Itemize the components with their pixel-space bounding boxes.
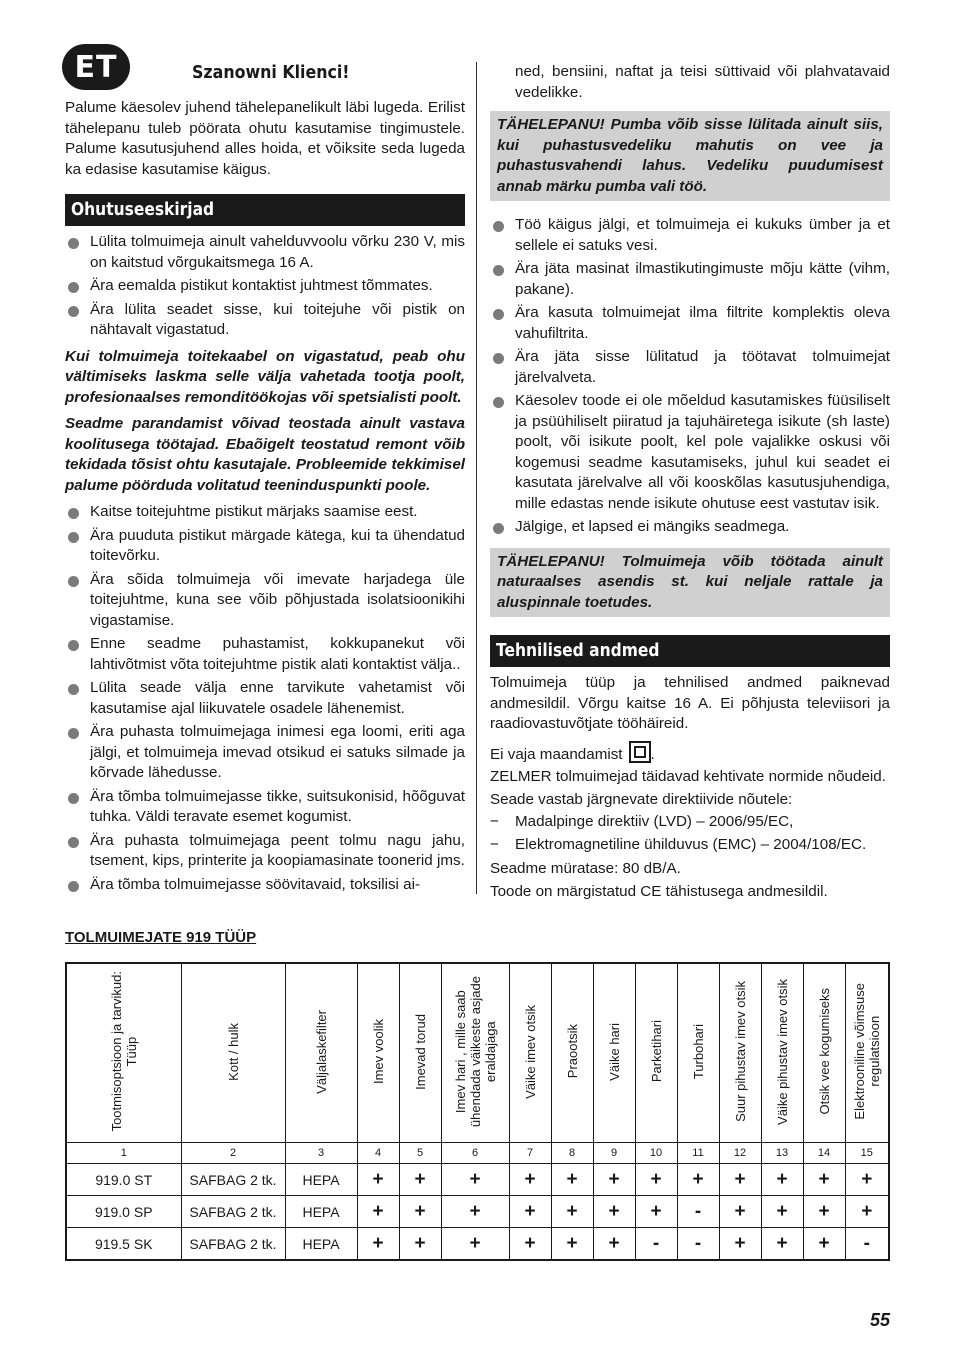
table-cell: - (677, 1228, 719, 1261)
column-number: 15 (845, 1143, 889, 1164)
table-cell: SAFBAG 2 tk. (181, 1196, 285, 1228)
table-cell: + (441, 1196, 509, 1228)
right-column (490, 62, 890, 908)
table-cell: + (509, 1164, 551, 1196)
table-cell: + (761, 1228, 803, 1261)
column-header-label: Imevad torud (412, 1013, 428, 1090)
safety-list-item: Ära eemalda pistikut kontaktist juhtmest tõmmates. (65, 276, 465, 297)
table-cell: + (845, 1164, 889, 1196)
table-cell: + (845, 1196, 889, 1228)
table-cell: SAFBAG 2 tk. (181, 1164, 285, 1196)
column-header (66, 963, 181, 1143)
table-cell: + (635, 1164, 677, 1196)
tech-paragraph-1: Tolmuimeja tüüp ja tehnilised andmed paiknevad andmesildil. Võrgu kaitse 16 A. Ei põhjusta televiisori ja raadiovastuvõtjate tööhäireid. (490, 674, 890, 732)
table-cell: + (803, 1164, 845, 1196)
column-number-row (66, 1143, 889, 1164)
column-number: 3 (285, 1143, 357, 1164)
table-cell: + (509, 1228, 551, 1261)
column-header (761, 963, 803, 1143)
table-cell: + (399, 1228, 441, 1261)
language-badge: ET (62, 44, 130, 90)
table-cell: SAFBAG 2 tk. (181, 1228, 285, 1261)
column-header-label: Elektrooniline võimsuse regulatsioon (851, 983, 882, 1120)
table-cell: - (635, 1228, 677, 1261)
column-header-label: Väike imev otsik (522, 1004, 538, 1099)
tech-paragraph-directives: Seade vastab järgnevate direktiivide nõutele: (490, 790, 793, 808)
column-header-label: Otsik vee kogumiseks (816, 988, 832, 1115)
safety-list-b (65, 502, 465, 895)
safety-list-item: Ära tõmba tolmuimejasse tikke, suitsukonisid, hõõguvat tuhka. Väldi teravate esemet kogumist. (65, 787, 465, 828)
column-header (399, 963, 441, 1143)
table-cell: + (761, 1196, 803, 1228)
safety-list-item: Ära tõmba tolmuimejasse söövitavaid, toksilisi ai- (65, 875, 465, 896)
table-cell: + (551, 1164, 593, 1196)
table-row (66, 1196, 889, 1228)
column-number: 1 (66, 1143, 181, 1164)
table-cell: + (357, 1164, 399, 1196)
column-header (441, 963, 509, 1143)
table-cell: + (509, 1196, 551, 1228)
column-header-label: Väike pihustav imev otsik (774, 978, 790, 1125)
table-cell: + (357, 1196, 399, 1228)
column-header-label: Praootsik (564, 1024, 580, 1079)
column-number: 2 (181, 1143, 285, 1164)
continuation-text: ned, bensiini, naftat ja teisi süttivaid või plahvatavaid vedelikke. (515, 63, 890, 101)
safety-list-item: Töö käigus jälgi, et tolmuimeja ei kukuks ümber ja et sellele ei satuks vesi. (490, 215, 890, 256)
table-cell: + (399, 1164, 441, 1196)
column-number: 10 (635, 1143, 677, 1164)
safety-list-item: Ära puuduta pistikut märgade kätega, kui ta ühendatud toitevõrku. (65, 526, 465, 567)
safety-list-item: Kaitse toitejuhtme pistikut märjaks saamise eest. (65, 502, 465, 523)
model-spec-table (65, 962, 890, 1261)
table-cell: + (803, 1228, 845, 1261)
column-header-label: Suur pihustav imev otsik (732, 981, 748, 1122)
column-header-label: Tootmisoptsioon ja tarvikud: Tüüp (108, 971, 139, 1132)
table-cell: HEPA (285, 1228, 357, 1261)
table-header-row (66, 963, 889, 1143)
tech-paragraph-grounding: Ei vaja maandamist . (490, 741, 890, 766)
column-number: 4 (357, 1143, 399, 1164)
column-header-label: Turbohari (690, 1023, 706, 1080)
column-number: 8 (551, 1143, 593, 1164)
safety-list-item: Jälgige, et lapsed ei mängiks seadmega. (490, 517, 890, 538)
pump-warning-note: TÄHELEPANU! Pumba võib sisse lülitada ainult siis, kui puhastusvedeliku mahutis on vee ja puhastusvahendi lahus. Vedeliku puudumisest annab märku pumba vali töö. (490, 111, 890, 201)
table-cell: + (635, 1196, 677, 1228)
column-header (509, 963, 551, 1143)
model-cell: 919.0 SP (66, 1196, 181, 1228)
table-cell: + (719, 1228, 761, 1261)
table-cell: + (441, 1164, 509, 1196)
safety-list-item: Ära sõida tolmuimeja või imevate harjadega üle toitejuhtme, kuna see võib põhjustada isolatsioonikihi vigastamise. (65, 570, 465, 632)
column-header-label: Imev voolik (370, 1018, 386, 1085)
column-header (181, 963, 285, 1143)
safety-list-item: Käesolev toode ei ole mõeldud kasutamiskes füüsiliselt ja psüühiliselt piiratud ja tajuhäiretega isikute (sh laste) poolt, või isikute poolt, kel pole vajalikke oskusi või kogemusi seadme kasutamiseks, juhul kui seadet ei kasutata järelvalve all või kooskõlas kasutusjuhendiga, mille edastas nende isikute ohutuse eest vastutav isik. (490, 391, 890, 514)
safety-list-item: Ära jäta masinat ilmastikutingimuste mõju kätte (vihm, pakane). (490, 259, 890, 300)
safety-list-item: Ära lülita seadet sisse, kui toitejuhe või pistik on nähtavalt vigastatud. (65, 300, 465, 341)
column-number: 9 (593, 1143, 635, 1164)
table-cell: + (551, 1228, 593, 1261)
tech-paragraph-noise: Seadme müratase: 80 dB/A. (490, 860, 681, 877)
column-header (719, 963, 761, 1143)
directive-item: − Elektromagnetiline ühilduvus (EMC) – 2004/108/EC. (490, 835, 890, 856)
column-header-label: Väike hari (606, 1022, 622, 1081)
table-title: TOLMUIMEJATE 919 TÜÜP (65, 929, 257, 946)
column-header (285, 963, 357, 1143)
column-number: 6 (441, 1143, 509, 1164)
directive-item: − Madalpinge direktiiv (LVD) – 2006/95/EC, (490, 812, 890, 833)
safety-list-c (490, 215, 890, 538)
table-cell: + (593, 1196, 635, 1228)
tech-paragraph-ce: Toode on märgistatud CE tähistusega andmesildil. (490, 882, 828, 900)
safety-list-item: Enne seadme puhastamist, kokkupanekut või lahtivõtmist võta toitejuhtme pistik alati kontaktist välja.. (65, 634, 465, 675)
column-header (357, 963, 399, 1143)
table-cell: HEPA (285, 1196, 357, 1228)
column-header-label: Väljalaskefilter (313, 1009, 329, 1094)
column-number: 12 (719, 1143, 761, 1164)
page-number: 55 (870, 1310, 891, 1330)
column-header-label: Imev hari , mille saab ühendada väikeste asjade eraldajaga (452, 975, 498, 1128)
safety-list-a (65, 232, 465, 341)
tech-heading: Tehnilised andmed (490, 635, 890, 667)
model-cell: 919.5 SK (66, 1228, 181, 1261)
safety-list-item: Lülita seade välja enne tarvikute vahetamist või kasutamise ajal liikuvatele osadele lähenemist. (65, 678, 465, 719)
table-cell: + (593, 1228, 635, 1261)
warning-repair: Seadme parandamist võivad teostada ainult vastava koolitusega töötajad. Ebaõigelt teostatud remont võib tekidada tõsist ohtu kasutajale. Probleemide tekkimisel palume pöörduda volitatud teeninduspunkti poole. (65, 415, 465, 494)
safety-list-item: Ära jäta sisse lülitatud ja töötavat tolmuimejat järelvalveta. (490, 347, 890, 388)
column-number: 5 (399, 1143, 441, 1164)
position-warning-note: TÄHELEPANU! Tolmuimeja võib töötada ainult naturaalses asendis st. kui neljale rattale ja aluspinnale toetudes. (490, 548, 890, 618)
safety-list-item: Ära kasuta tolmuimejat ilma filtrite komplektis oleva vahufiltrita. (490, 303, 890, 344)
table-cell: + (719, 1164, 761, 1196)
table-cell: + (719, 1196, 761, 1228)
table-cell: + (677, 1164, 719, 1196)
table-cell: + (357, 1228, 399, 1261)
safety-heading: Ohutuseeskirjad (65, 194, 465, 226)
greeting-heading: Szanowni Klienci! (192, 62, 350, 83)
class-ii-insulation-icon (629, 741, 651, 763)
table-cell: HEPA (285, 1164, 357, 1196)
column-header (551, 963, 593, 1143)
table-row (66, 1164, 889, 1196)
left-column (65, 98, 465, 901)
table-cell: + (441, 1228, 509, 1261)
table-cell: - (677, 1196, 719, 1228)
column-header (677, 963, 719, 1143)
column-header-label: Parketihari (648, 1020, 664, 1083)
safety-list-item: Ära puhasta tolmuimejaga peent tolmu nagu jahu, tsement, kips, printerite ja koopiamasinate toonerid jms. (65, 831, 465, 872)
table-cell: + (803, 1196, 845, 1228)
directive-list (490, 812, 890, 855)
column-header (845, 963, 889, 1143)
table-cell: - (845, 1228, 889, 1261)
table-cell: + (399, 1196, 441, 1228)
column-header (803, 963, 845, 1143)
column-header (593, 963, 635, 1143)
table-cell: + (593, 1164, 635, 1196)
column-number: 14 (803, 1143, 845, 1164)
column-number: 11 (677, 1143, 719, 1164)
table-cell: + (551, 1196, 593, 1228)
model-cell: 919.0 ST (66, 1164, 181, 1196)
column-number: 7 (509, 1143, 551, 1164)
warning-cable: Kui tolmuimeja toitekaabel on vigastatud, peab ohu vältimiseks laskma selle välja vahetada tootja poolt, profesionaalses remonditöökojas või spetsialisti poolt. (65, 347, 465, 406)
column-divider (476, 62, 477, 894)
safety-list-item: Lülita tolmuimeja ainult vahelduvvoolu võrku 230 V, mis on kaitstud võrgukaitsmega 16 A. (65, 232, 465, 273)
column-header-label: Kott / hulk (225, 1022, 241, 1081)
column-header (635, 963, 677, 1143)
tech-paragraph-norms: ZELMER tolmuimejad täidavad kehtivate normide nõudeid. (490, 768, 886, 785)
safety-list-item: Ära puhasta tolmuimejaga inimesi ega loomi, eriti aga jälgi, et tolmuimeja imevad otsikud ei satuks silmade ja kõrvade lähedusse. (65, 722, 465, 784)
table-cell: + (761, 1164, 803, 1196)
table-row (66, 1228, 889, 1261)
column-number: 13 (761, 1143, 803, 1164)
intro-paragraph: Palume käesolev juhend tähelepanelikult läbi lugeda. Erilist tähelepanu tuleb pöörata ohutu kasutamise tingimustele. Palume kasutusjuhend alles hoida, et võiksite seda lugeda ka edasise kasutamise käigus. (65, 99, 465, 178)
